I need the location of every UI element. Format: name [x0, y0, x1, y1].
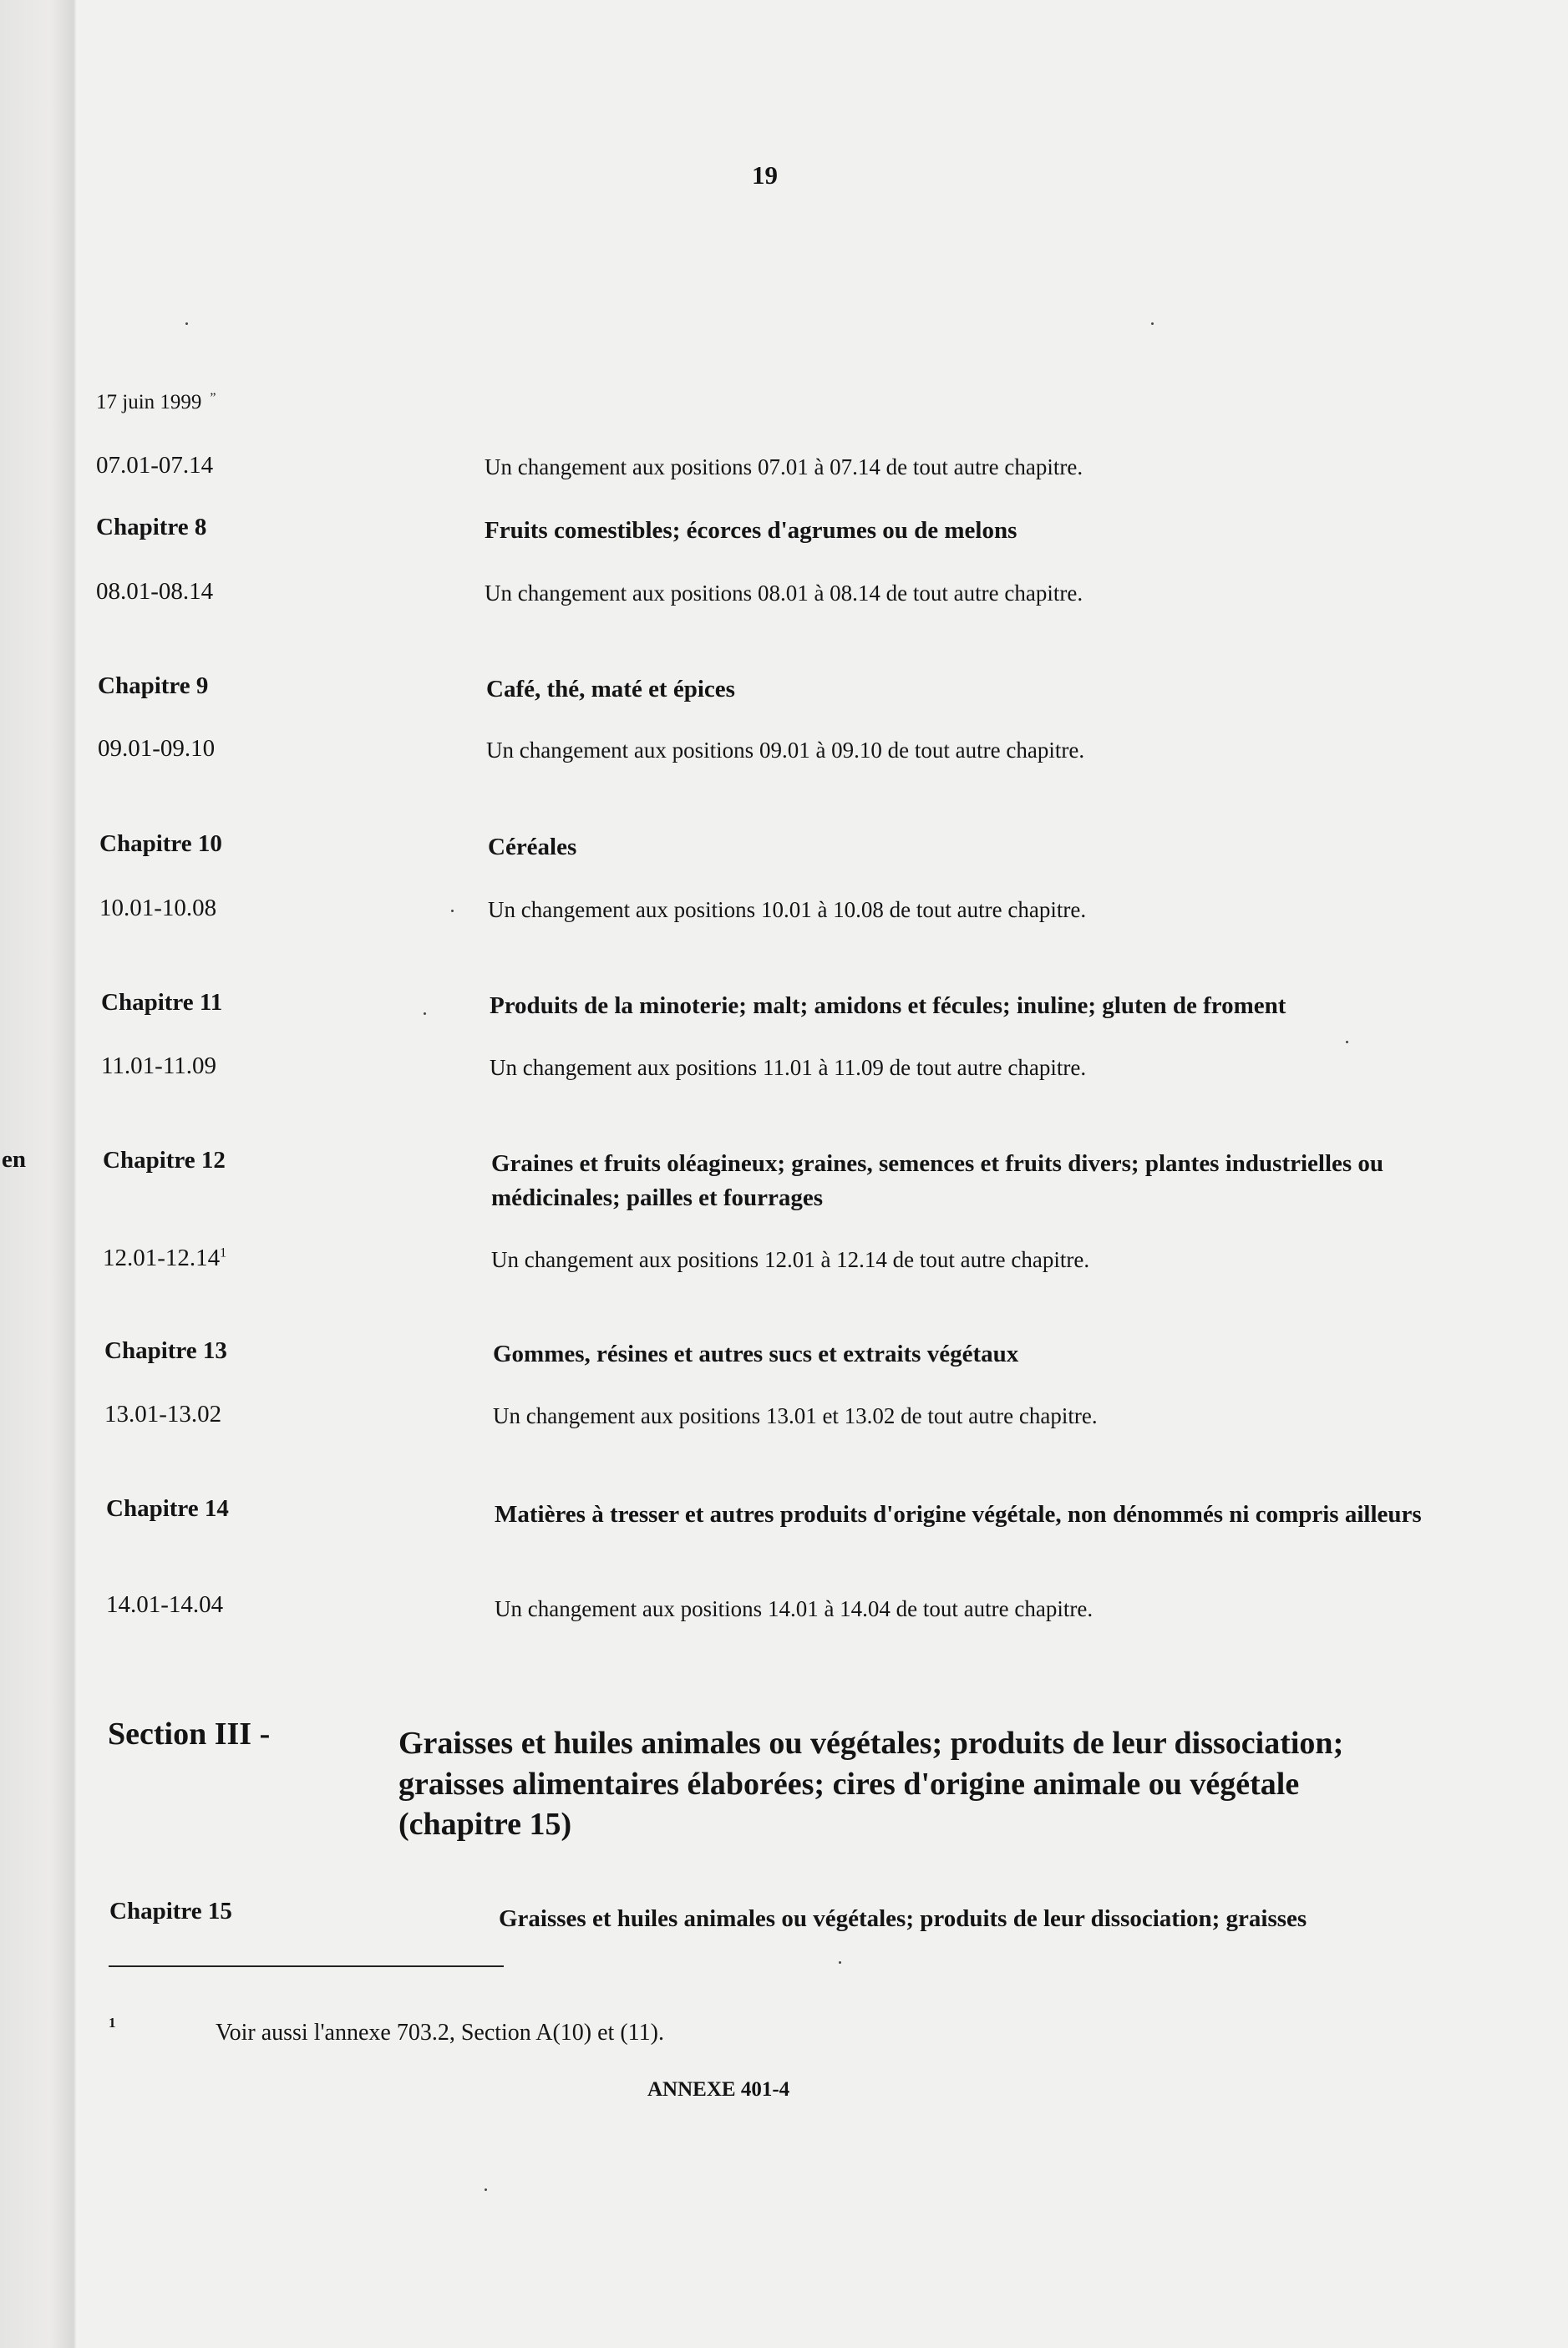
tariff-heading: 07.01-07.14: [96, 452, 214, 479]
scan-speck: [424, 1012, 426, 1015]
tariff-heading-text: 12.01-12.14: [103, 1245, 221, 1271]
footnote-mark: 1: [109, 2015, 116, 2031]
scan-speck: [185, 322, 188, 325]
chapter-label: Chapitre 12: [103, 1147, 226, 1174]
section-title: Graisses et huiles animales ou végétales; produits de leur dissociation; graisses alimentaires élaborées; cires d'origine animale ou végétale (chapitre 15): [398, 1726, 1344, 1843]
chapter-label: Chapitre 9: [98, 672, 209, 699]
tariff-heading: [103, 1245, 226, 1272]
scan-speck: [1151, 322, 1154, 325]
rule-text: Un changement aux positions 09.01 à 09.10 de tout autre chapitre.: [486, 738, 1085, 763]
section-label: Section III -: [108, 1717, 271, 1752]
footnote-ref: 1: [220, 1245, 227, 1260]
chapter-label: Chapitre 14: [106, 1495, 229, 1522]
chapter-label: Chapitre 10: [99, 830, 222, 857]
rule-text: Un changement aux positions 08.01 à 08.14 de tout autre chapitre.: [485, 581, 1083, 606]
footnote-text: Voir aussi l'annexe 703.2, Section A(10) et (11).: [216, 2020, 664, 2046]
chapter-label: Chapitre 13: [104, 1337, 227, 1364]
tariff-heading: 10.01-10.08: [99, 895, 217, 921]
date-text: 17 juin 1999: [96, 391, 202, 413]
tariff-heading: 09.01-09.10: [98, 735, 216, 762]
chapter-label: Chapitre 8: [96, 514, 207, 540]
adjacent-page-fragment: en: [2, 1146, 26, 1173]
chapter-label: Chapitre 15: [109, 1898, 232, 1925]
rule-text: Un changement aux positions 07.01 à 07.14 de tout autre chapitre.: [485, 454, 1083, 479]
rule-text: Un changement aux positions 14.01 à 14.04 de tout autre chapitre.: [495, 1596, 1094, 1621]
page-number: 19: [752, 160, 778, 190]
chapter-title: Fruits comestibles; écorces d'agrumes ou de melons: [485, 517, 1017, 544]
scan-speck: [485, 2188, 487, 2191]
page-edge-shadow: [0, 0, 77, 2348]
annex-label: ANNEXE 401-4: [647, 2078, 790, 2101]
chapter-title: Graines et fruits oléagineux; graines, semences et fruits divers; plantes industrielles ou médicinales; pailles et fourrages: [491, 1150, 1384, 1211]
scan-speck: [839, 1961, 841, 1964]
tariff-heading: 14.01-14.04: [106, 1591, 224, 1618]
chapter-label: Chapitre 11: [101, 989, 223, 1016]
chapter-title: Gommes, résines et autres sucs et extraits végétaux: [493, 1341, 1019, 1367]
chapter-title: Céréales: [488, 834, 577, 860]
rule-text: Un changement aux positions 11.01 à 11.09 de tout autre chapitre.: [490, 1055, 1087, 1080]
scan-speck: [451, 910, 454, 912]
tariff-heading: 11.01-11.09: [101, 1052, 217, 1079]
rule-text: Un changement aux positions 10.01 à 10.08 de tout autre chapitre.: [488, 897, 1087, 922]
footnote-separator: [109, 1965, 504, 1967]
chapter-title: Café, thé, maté et épices: [486, 676, 735, 702]
tariff-heading: 08.01-08.14: [96, 578, 214, 605]
tariff-heading: 13.01-13.02: [104, 1401, 222, 1428]
rule-text: Un changement aux positions 12.01 à 12.14 de tout autre chapitre.: [491, 1247, 1090, 1272]
dateline: [96, 391, 216, 414]
chapter-title: Produits de la minoterie; malt; amidons et fécules; inuline; gluten de froment: [490, 992, 1286, 1019]
rule-text: Un changement aux positions 13.01 et 13.02 de tout autre chapitre.: [493, 1403, 1098, 1428]
chapter-title: Graisses et huiles animales ou végétales; produits de leur dissociation; graisses: [499, 1905, 1307, 1932]
chapter-title: Matières à tresser et autres produits d'origine végétale, non dénommés ni compris ailleurs: [495, 1501, 1422, 1528]
scan-speck: [1346, 1041, 1348, 1043]
date-mark: ˮ: [210, 391, 216, 405]
